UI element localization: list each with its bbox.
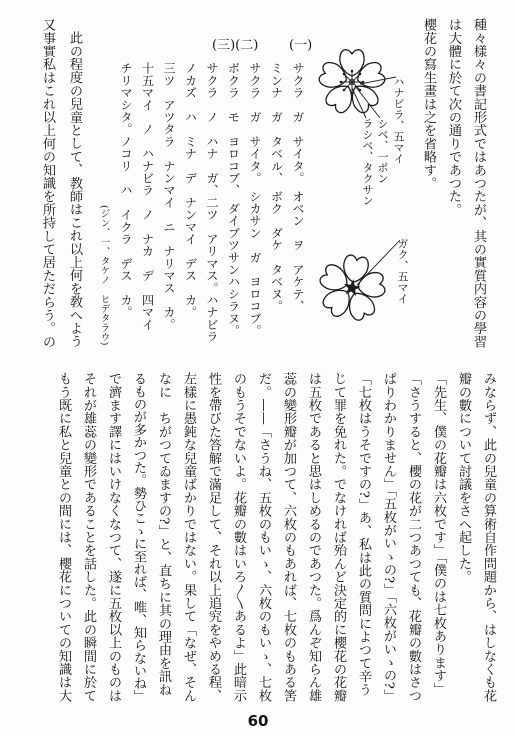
text-column: 「先生、僕の花瓣は六枚です」「僕のは七枚あります」 [431,372,446,696]
text-column: で濟ます譯にはいけなくなつて、遂に五枚以上のものは [106,372,121,702]
petal [320,283,356,319]
sketch-label-petals: ハナビラ、五マイ [392,76,405,164]
list-line: ミンナ ガ タベル、 ボク ダケ タベヌ。 [269,62,284,313]
list-marker-3-2: (三)(二) [212,38,259,53]
cherry-blossom-sketch-1 [318,50,387,116]
petal [346,80,381,116]
petal [340,50,364,76]
petal [344,288,377,322]
text-column: 左樣に愚鈍な兒童ばかりではない。果して「なぜ、そん [181,372,196,702]
page-number: 60 [247,712,269,730]
text-column: 「さうすると、櫻の花が二つあつても、花瓣の數はさつ [406,372,421,702]
text-column: なに ちがつてゐますの?」と、直ちに其の理由を訊ね [156,372,171,696]
list-line: サクラ ガ サイタ。 シカサン ガ ヨロコブ。 [248,62,262,337]
list-line: ノカズ ハ ミナ デ ナンマイ デス カ。 [183,62,198,319]
list-line: サクラ ノ ハナ ガ、二ツ アリマス。ハナビラ [205,62,219,343]
petal [356,271,385,299]
text-column: 「七枚はうそですの?」あ、私は此の質問によつて辛う [356,372,371,696]
text-column: 此の程度の兒童として、教師はこれ以上何を敎へよう [67,31,82,348]
petal [341,254,370,284]
list-line: 十五マイ ノ ハナビラ ノ ナカ デ 四マイ [140,62,155,331]
petal [318,262,353,296]
sketch-label-stamens: ラシベ、タクサン [361,118,374,206]
lower-body-text [51,372,501,702]
text-column: みならず、此の兒童の算術自作問題から、はしなくも花 [481,372,496,702]
list-line: サクラ ガ サイタ。 オベン ヲ アケテ、 [291,62,305,313]
text-column: それが雄蕊の變形であることを話した。此の瞬間に於て [81,372,96,702]
text-column: 蕊の變形瓣が加つて、六枚のもあれば、七枚のもある筈 [281,372,296,702]
stamens [340,70,365,95]
petal [318,60,351,91]
text-column: だ。——「さうね、五枚のもいゝ、六枚のもいゝ、七枚 [256,372,271,702]
text-column: は五枚であると思はしめるのであつた。爲んぞ知らん雄 [306,372,321,702]
text-column: ぱりわかりません」「五枚がいゝの?」「六枚がいゝの?」 [381,372,396,702]
text-column: 櫻花の寫生畫は之を省略す。 [421,18,436,190]
sketch-label-calyx: ガク、五マイ [396,238,409,304]
text-column: 性を帶びた答解で滿足して、それ以上追究をやめる程、 [206,372,221,702]
upper-intro-text [416,18,491,348]
leader-line [355,86,380,118]
leader-line [352,88,366,118]
text-column: は大體に於て次の通りであつた。 [446,18,461,216]
text-column: 種々樣々の書記形式ではあつたが、其の實質内容の學習 [471,18,486,348]
petal [323,80,358,116]
sketch-label-pistil: シベ、一ポン [376,118,389,184]
cherry-blossom-sketch-2 [312,250,391,327]
list-marker-1: (一) [289,38,313,53]
text-column: じて罪を免れた。でなければ殆んど決定的に櫻花の花瓣 [331,372,346,702]
leader-line [357,240,400,285]
children-problem-list [93,62,308,345]
list-line: ボクラ モ ヨロコブ、 ダイブツサンハシラヌ。 [226,62,241,337]
text-column: もう既に私と兒童との間には、櫻花についての知識は大 [56,372,71,702]
text-column: のもうそでないよ。花瓣の數はいろ〳〵あるよ」此暗示 [231,372,246,702]
text-column: 瓣の數について討議をさへ起した。 [456,372,471,584]
upper-closing-text [34,18,88,348]
text-column: るものが多かつた。勢ひこゝに至れば、唯、知らないね」 [131,372,146,702]
list-attribution: (ジン、一、タケノ ヒデタラウ) [98,204,110,345]
text-column: 又事實私はこれ以上何の知識を所持して居ただらう。の [40,18,55,348]
list-line: チリマシタ。ノコリ ハ イクラ デス カ。 [119,62,133,319]
petal [354,60,387,91]
list-line: 三ツ アツタラ ナンマイ ニ ナリマス カ。 [162,62,176,331]
calyx-star [342,278,362,297]
